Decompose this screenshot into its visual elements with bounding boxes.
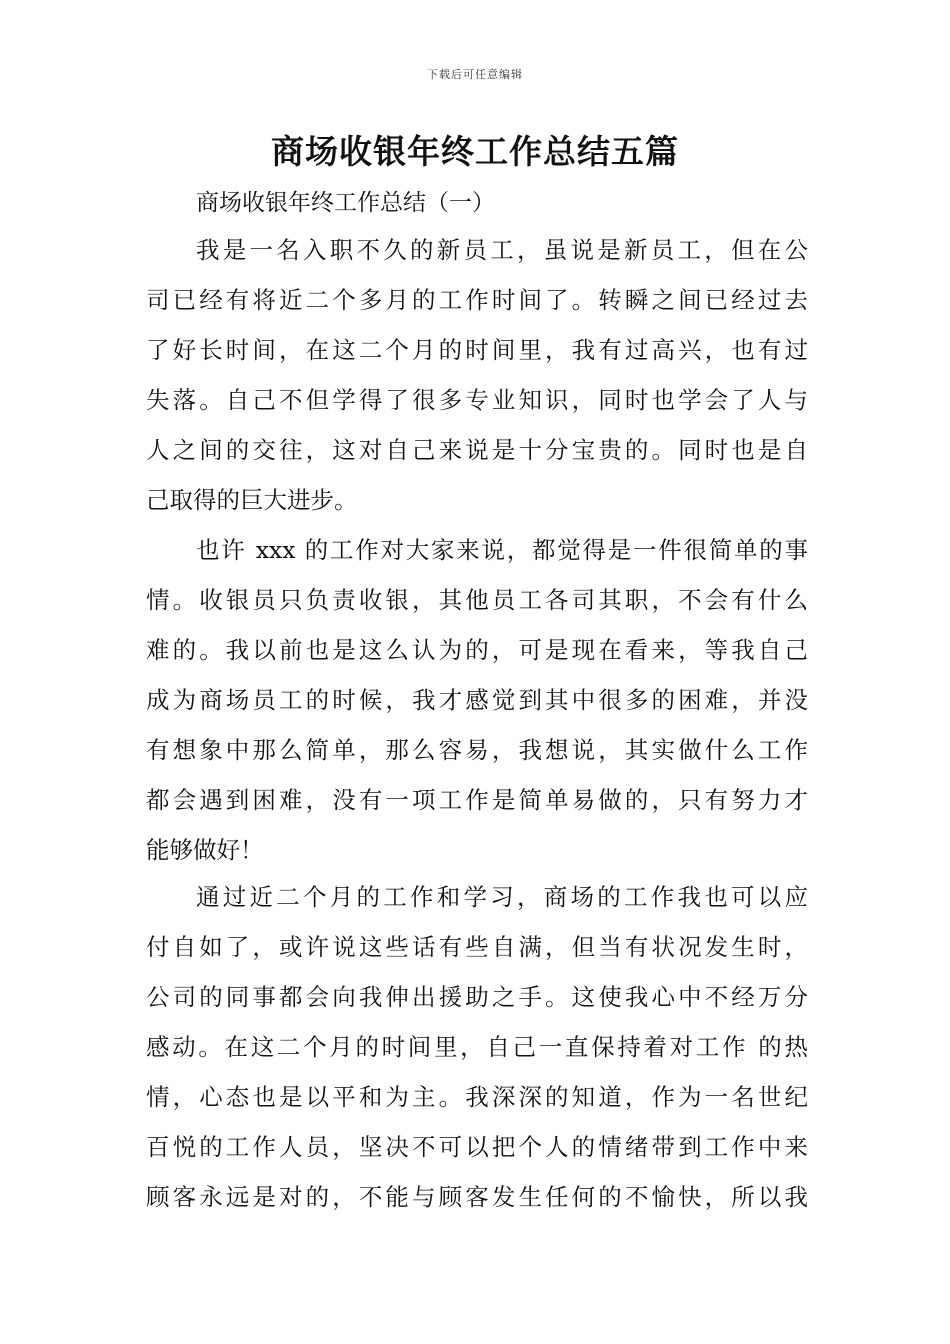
body-line: 己取得的巨大进步。 (146, 486, 358, 514)
body-line: 难的。我以前也是这么认为的，可是现在看来，等我自己 (146, 636, 808, 664)
section-subtitle: 商场收银年终工作总结（一） (196, 190, 495, 216)
body-line: 人之间的交往，这对自己来说是十分宝贵的。同时也是自 (146, 436, 808, 464)
body-line: 通过近二个月的工作和学习，商场的工作我也可以应 (196, 883, 808, 911)
body-line: 能够做好！ (146, 836, 264, 864)
body-line: 也许 xxx 的工作对大家来说，都觉得是一件很简单的事 (196, 536, 808, 564)
body-line: 情。收银员只负责收银，其他员工各司其职，不会有什么 (146, 586, 808, 614)
body-line: 公司的同事都会向我伸出援助之手。这使我心中不经万分 (146, 983, 808, 1011)
body-line: 付自如了，或许说这些话有些自满，但当有状况发生时， (146, 933, 808, 961)
header-note: 下载后可任意编辑 (427, 68, 523, 81)
body-line: 司已经有将近二个多月的工作时间了。转瞬之间已经过去 (146, 286, 808, 314)
body-line: 都会遇到困难，没有一项工作是简单易做的，只有努力才 (146, 786, 808, 814)
body-line: 失落。自己不但学得了很多专业知识，同时也学会了人与 (146, 386, 808, 414)
body-line: 顾客永远是对的，不能与顾客发生任何的不愉快，所以我 (146, 1183, 808, 1211)
body-line: 我是一名入职不久的新员工，虽说是新员工，但在公 (196, 236, 808, 264)
body-line: 有想象中那么简单，那么容易，我想说，其实做什么工作 (146, 736, 808, 764)
body-line: 百悦的工作人员，坚决不可以把个人的情绪带到工作中来 (146, 1133, 808, 1161)
body-line: 情，心态也是以平和为主。我深深的知道，作为一名世纪 (146, 1083, 808, 1111)
body-line: 感动。在这二个月的时间里，自己一直保持着对工作 的热 (146, 1033, 808, 1061)
body-line: 了好长时间，在这二个月的时间里，我有过高兴，也有过 (146, 336, 808, 364)
document-title: 商场收银年终工作总结五篇 (271, 132, 679, 171)
body-line: 成为商场员工的时候，我才感觉到其中很多的困难，并没 (146, 686, 808, 714)
